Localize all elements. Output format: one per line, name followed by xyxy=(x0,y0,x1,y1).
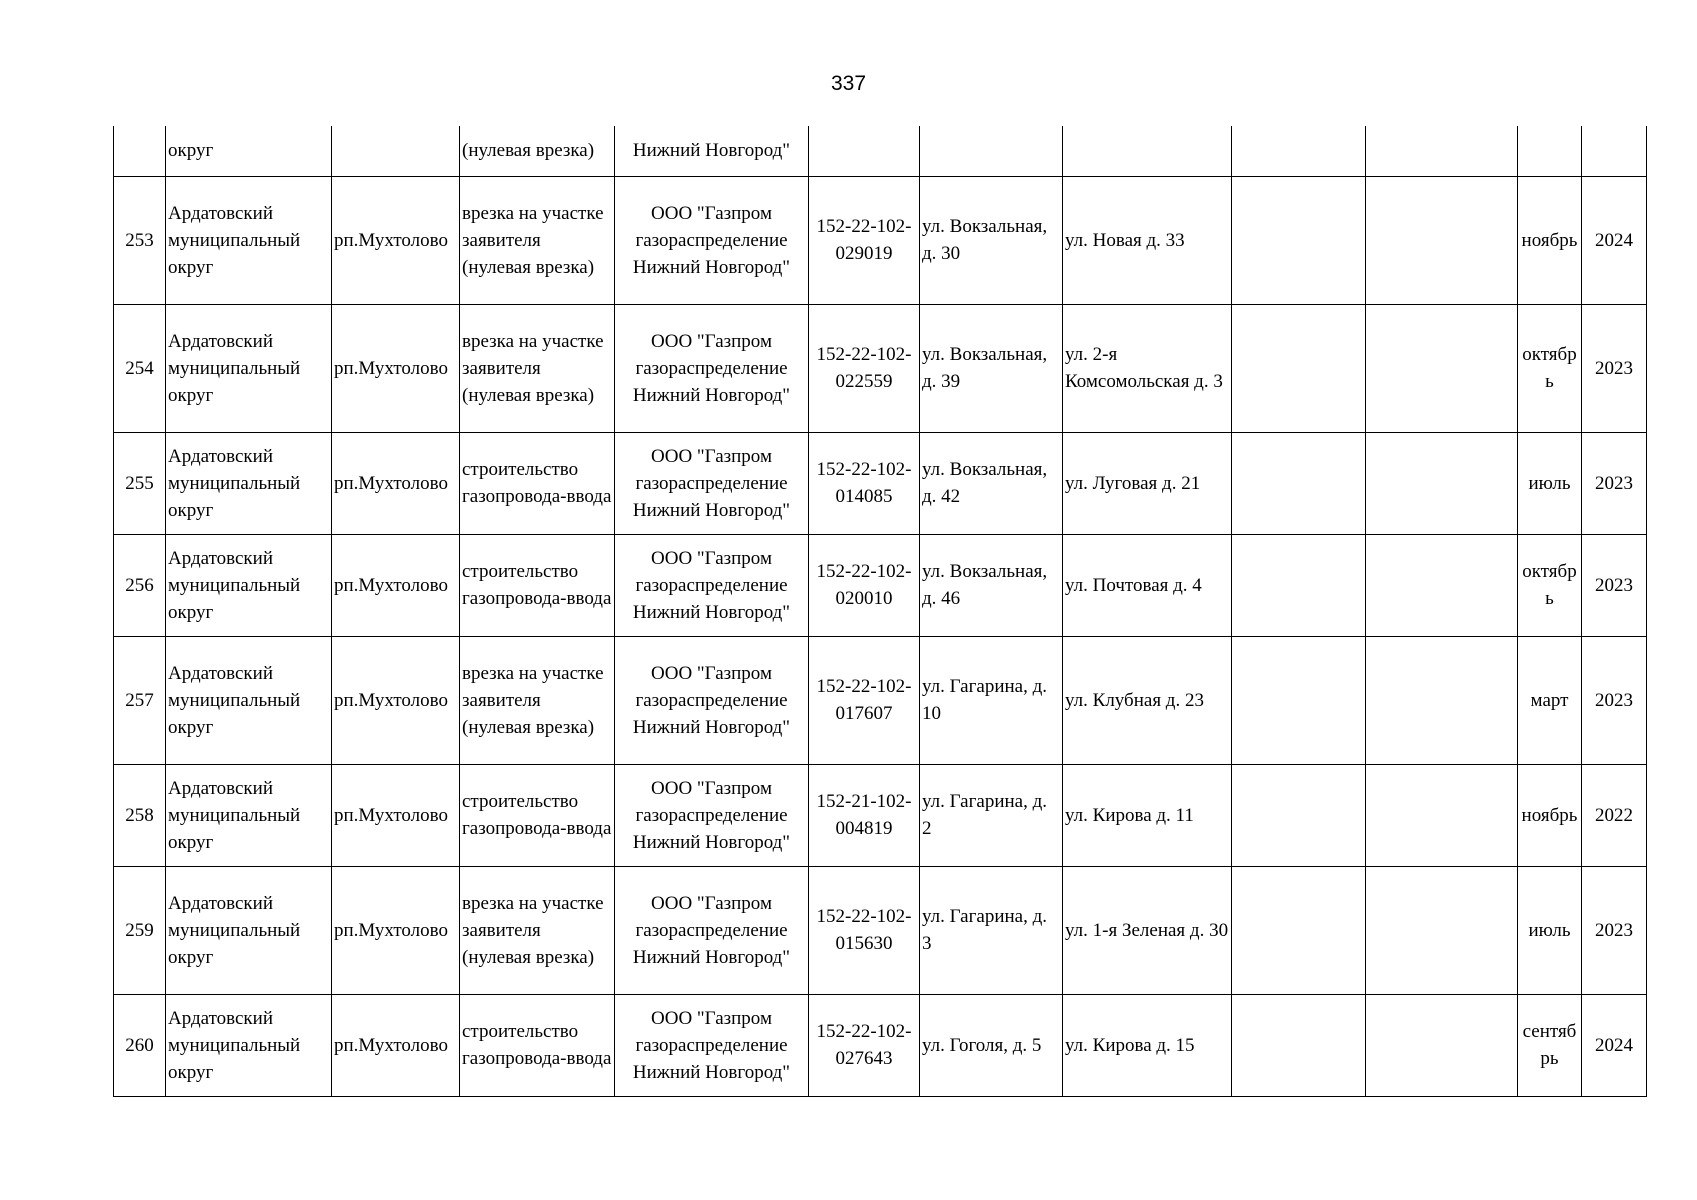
table-row xyxy=(114,176,1647,304)
cell-settlement: рп.Мухтолово xyxy=(332,636,460,764)
cell-settlement: рп.Мухтолово xyxy=(332,176,460,304)
cell-settlement: рп.Мухтолово xyxy=(332,994,460,1096)
table-row xyxy=(114,764,1647,866)
cell-month: июль xyxy=(1518,432,1582,534)
cell-empty xyxy=(1366,636,1518,764)
cell-year: 2023 xyxy=(1582,534,1647,636)
cell-month xyxy=(1518,126,1582,176)
cell-month: март xyxy=(1518,636,1582,764)
cell-address xyxy=(920,126,1063,176)
cell-settlement: рп.Мухтолово xyxy=(332,764,460,866)
cell-organization: ООО "Газпром газораспределение Нижний Новгород" xyxy=(615,866,809,994)
cell-work-type: строительство газопровода-ввода xyxy=(460,534,615,636)
cell-work-type: строительство газопровода-ввода xyxy=(460,764,615,866)
cell-code: 152-22-102-020010 xyxy=(809,534,920,636)
cell-num: 260 xyxy=(114,994,166,1096)
cell-month: июль xyxy=(1518,866,1582,994)
cell-work-type: врезка на участке заявителя (нулевая врезка) xyxy=(460,176,615,304)
cell-code: 152-22-102-014085 xyxy=(809,432,920,534)
cell-organization: ООО "Газпром газораспределение Нижний Новгород" xyxy=(615,176,809,304)
cell-work-type: строительство газопровода-ввода xyxy=(460,432,615,534)
cell-district: Ардатовский муниципальный округ xyxy=(166,636,332,764)
cell-year xyxy=(1582,126,1647,176)
cell-num: 255 xyxy=(114,432,166,534)
cell-empty xyxy=(1366,432,1518,534)
cell-address-second: ул. Почтовая д. 4 xyxy=(1063,534,1232,636)
cell-empty xyxy=(1232,176,1366,304)
cell-code: 152-22-102-022559 xyxy=(809,304,920,432)
cell-district: Ардатовский муниципальный округ xyxy=(166,764,332,866)
cell-code: 152-22-102-017607 xyxy=(809,636,920,764)
cell-address: ул. Вокзальная, д. 46 xyxy=(920,534,1063,636)
cell-num: 254 xyxy=(114,304,166,432)
table-row xyxy=(114,432,1647,534)
cell-organization: ООО "Газпром газораспределение Нижний Новгород" xyxy=(615,534,809,636)
page-number: 337 xyxy=(830,72,867,95)
cell-month: сентябрь xyxy=(1518,994,1582,1096)
cell-code: 152-22-102-027643 xyxy=(809,994,920,1096)
table-row-continuation xyxy=(114,126,1647,176)
cell-work-type: врезка на участке заявителя (нулевая врезка) xyxy=(460,636,615,764)
cell-district: Ардатовский муниципальный округ xyxy=(166,432,332,534)
cell-code xyxy=(809,126,920,176)
cell-empty xyxy=(1366,176,1518,304)
cell-address: ул. Гагарина, д. 2 xyxy=(920,764,1063,866)
cell-work-type: врезка на участке заявителя (нулевая врезка) xyxy=(460,304,615,432)
cell-empty xyxy=(1366,994,1518,1096)
cell-district: Ардатовский муниципальный округ xyxy=(166,304,332,432)
cell-empty xyxy=(1232,764,1366,866)
cell-organization: ООО "Газпром газораспределение Нижний Новгород" xyxy=(615,764,809,866)
cell-year: 2022 xyxy=(1582,764,1647,866)
cell-address-second xyxy=(1063,126,1232,176)
cell-num: 253 xyxy=(114,176,166,304)
cell-settlement: рп.Мухтолово xyxy=(332,866,460,994)
cell-empty xyxy=(1232,534,1366,636)
table-row xyxy=(114,636,1647,764)
cell-address-second: ул. 1-я Зеленая д. 30 xyxy=(1063,866,1232,994)
cell-organization: ООО "Газпром газораспределение Нижний Новгород" xyxy=(615,304,809,432)
cell-year: 2023 xyxy=(1582,636,1647,764)
cell-num: 258 xyxy=(114,764,166,866)
registry-body xyxy=(114,126,1647,1096)
cell-empty xyxy=(1366,764,1518,866)
cell-address-second: ул. Клубная д. 23 xyxy=(1063,636,1232,764)
cell-settlement: рп.Мухтолово xyxy=(332,534,460,636)
cell-district: Ардатовский муниципальный округ xyxy=(166,866,332,994)
cell-year: 2024 xyxy=(1582,176,1647,304)
cell-address: ул. Вокзальная, д. 42 xyxy=(920,432,1063,534)
cell-address-second: ул. Луговая д. 21 xyxy=(1063,432,1232,534)
cell-district: округ xyxy=(166,126,332,176)
cell-address-second: ул. 2-я Комсомольская д. 3 xyxy=(1063,304,1232,432)
cell-empty xyxy=(1232,304,1366,432)
cell-address: ул. Вокзальная, д. 39 xyxy=(920,304,1063,432)
cell-address: ул. Гоголя, д. 5 xyxy=(920,994,1063,1096)
cell-year: 2023 xyxy=(1582,866,1647,994)
table-row xyxy=(114,304,1647,432)
cell-district: Ардатовский муниципальный округ xyxy=(166,994,332,1096)
cell-code: 152-21-102-004819 xyxy=(809,764,920,866)
cell-settlement xyxy=(332,126,460,176)
cell-month: ноябрь xyxy=(1518,764,1582,866)
cell-address-second: ул. Новая д. 33 xyxy=(1063,176,1232,304)
cell-empty xyxy=(1232,866,1366,994)
cell-organization: ООО "Газпром газораспределение Нижний Новгород" xyxy=(615,432,809,534)
cell-code: 152-22-102-029019 xyxy=(809,176,920,304)
cell-address: ул. Гагарина, д. 3 xyxy=(920,866,1063,994)
cell-address: ул. Вокзальная, д. 30 xyxy=(920,176,1063,304)
cell-month: октябрь xyxy=(1518,304,1582,432)
cell-empty xyxy=(1232,126,1366,176)
cell-empty xyxy=(1366,866,1518,994)
cell-empty xyxy=(1232,636,1366,764)
cell-address-second: ул. Кирова д. 15 xyxy=(1063,994,1232,1096)
cell-settlement: рп.Мухтолово xyxy=(332,432,460,534)
cell-month: октябрь xyxy=(1518,534,1582,636)
cell-num: 259 xyxy=(114,866,166,994)
cell-organization: ООО "Газпром газораспределение Нижний Новгород" xyxy=(615,636,809,764)
cell-district: Ардатовский муниципальный округ xyxy=(166,176,332,304)
cell-district: Ардатовский муниципальный округ xyxy=(166,534,332,636)
cell-empty xyxy=(1366,304,1518,432)
cell-organization: ООО "Газпром газораспределение Нижний Новгород" xyxy=(615,994,809,1096)
table-row xyxy=(114,994,1647,1096)
cell-address-second: ул. Кирова д. 11 xyxy=(1063,764,1232,866)
cell-num xyxy=(114,126,166,176)
cell-num: 257 xyxy=(114,636,166,764)
cell-year: 2023 xyxy=(1582,432,1647,534)
table-row xyxy=(114,866,1647,994)
cell-work-type: (нулевая врезка) xyxy=(460,126,615,176)
cell-empty xyxy=(1232,994,1366,1096)
table-row xyxy=(114,534,1647,636)
cell-work-type: врезка на участке заявителя (нулевая врезка) xyxy=(460,866,615,994)
cell-organization: Нижний Новгород" xyxy=(615,126,809,176)
cell-code: 152-22-102-015630 xyxy=(809,866,920,994)
cell-settlement: рп.Мухтолово xyxy=(332,304,460,432)
cell-address: ул. Гагарина, д. 10 xyxy=(920,636,1063,764)
cell-empty xyxy=(1366,534,1518,636)
cell-empty xyxy=(1232,432,1366,534)
cell-work-type: строительство газопровода-ввода xyxy=(460,994,615,1096)
cell-year: 2024 xyxy=(1582,994,1647,1096)
cell-empty xyxy=(1366,126,1518,176)
gasification-registry-table xyxy=(113,126,1647,1097)
cell-month: ноябрь xyxy=(1518,176,1582,304)
cell-num: 256 xyxy=(114,534,166,636)
cell-year: 2023 xyxy=(1582,304,1647,432)
